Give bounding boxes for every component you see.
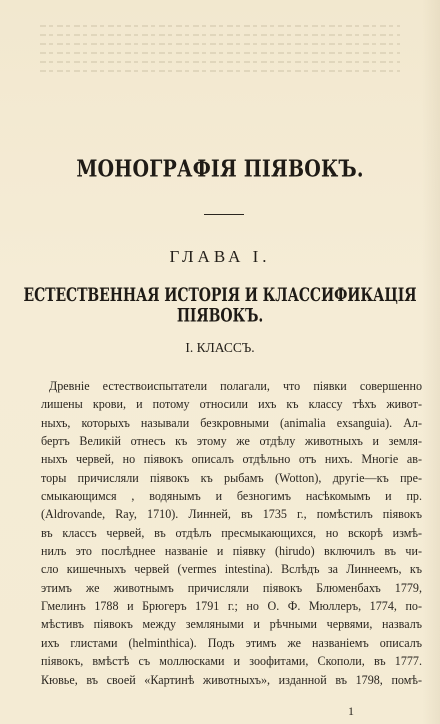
monograph-title: МОНОГРАФІЯ ПІЯВОКЪ. (76, 155, 364, 183)
chapter-heading: ГЛАВА I. (169, 247, 271, 266)
body-text (41, 377, 422, 689)
show-through-text (40, 18, 400, 88)
body-line: ихъ глистами (helminthica). Подъ этимъ же названіемъ описалъ (41, 635, 422, 650)
body-line: (Aldrovande, Ray, 1710). Линней, въ 1735 г., помѣстилъ піявокъ (41, 507, 422, 522)
title-rule (204, 214, 244, 215)
body-line: въ классъ червей, въ отдѣлъ пресмыкающихся, но вскорѣ измѣ- (41, 525, 422, 540)
body-line: этимъ же животнымъ причисляли піявокъ Блюменбахъ 1779, (41, 580, 422, 595)
body-line: сло кишечныхъ червей (vermes intestina). Вслѣдъ за Линнеемъ, къ (41, 562, 422, 577)
section-heading: I. КЛАССЪ. (185, 340, 255, 355)
body-line: лишены крови, и потому относили ихъ къ классу тѣхъ живот- (41, 397, 422, 412)
chapter-subtitle: ЕСТЕСТВЕННАЯ ИСТОРІЯ И КЛАССИФИКАЦІЯ ПІЯВОКЪ. (23, 285, 417, 327)
body-line: торы причисляли піявокъ къ рыбамъ (Wotton), другіе—къ пре- (41, 470, 422, 485)
page-edge-shadow (422, 0, 440, 724)
body-line: бертъ Великій отнесъ къ этому же отдѣлу животныхъ и земля- (41, 434, 422, 449)
body-line: ныхъ червей, но піявокъ описалъ отдѣльно отъ нихъ. Многіе ав- (41, 452, 422, 467)
body-line: ныхъ, которыхъ называли безкровными (animalia exsanguia). Ал- (41, 415, 422, 430)
body-line: піявокъ, вмѣстѣ съ моллюсками и зоофитами, Скополи, въ 1777. (41, 654, 422, 669)
body-line: смыкающимся , водянымъ и безногимъ насѣкомымъ и пр. (41, 489, 422, 504)
body-line: Гмелинъ 1788 и Брюгеръ 1791 г.; но О. Ф. Мюллеръ, 1774, по- (41, 599, 422, 614)
body-line: Кювье, въ своей «Картинѣ животныхъ», изданной въ 1798, помѣ- (41, 672, 422, 687)
body-line: нилъ это послѣднее названіе и піявку (hirudo) включилъ въ чи- (41, 544, 422, 559)
page-number: 1 (348, 704, 354, 718)
body-line: Древніе естествоиспытатели полагали, что піявки совершенно (49, 379, 422, 393)
body-line: мѣстивъ піявокъ между земляными и рѣчными червями, назвалъ (41, 617, 422, 632)
